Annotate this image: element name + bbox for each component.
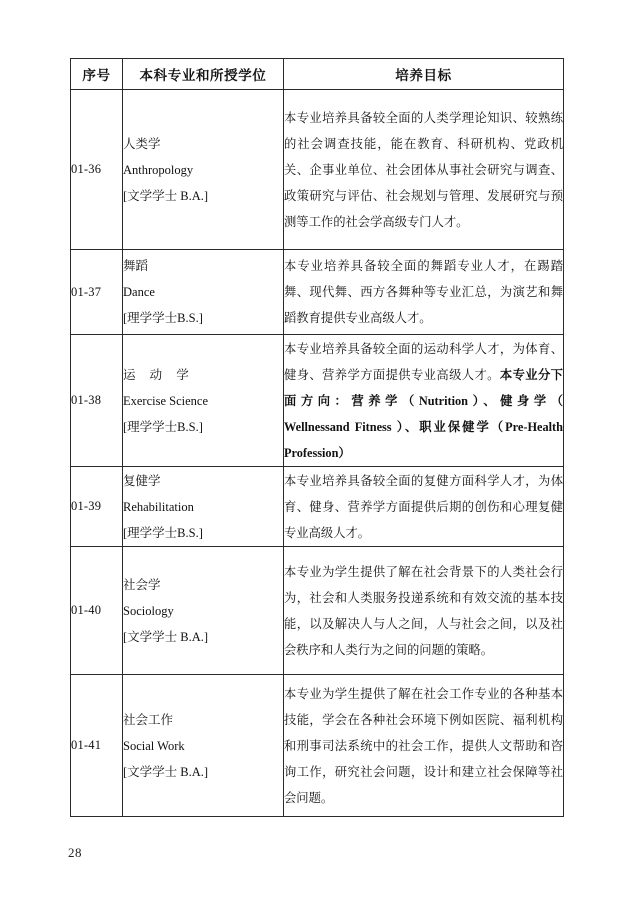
column-header-goal: 培养目标 (284, 59, 564, 90)
row-number-cell: 01-36 (71, 90, 123, 250)
major-degree: [文学学士 B.A.] (123, 629, 209, 644)
row-goal-cell (284, 90, 564, 250)
major-name-en: Anthropology (123, 162, 194, 177)
goal-text: 本专业为学生提供了解在社会背景下的人类社会行为，社会和人类服务投递系统和有效交流的基本技能，以及解决人与人之间，人与社会之间，以及社会秩序和人类行为之间的问题的策略。 (284, 564, 563, 657)
major-name-cn: 运 动 学 (123, 367, 195, 382)
row-number-cell: 01-37 (71, 250, 123, 335)
undergraduate-majors-table (70, 58, 564, 817)
major-degree: [理学学士B.S.] (123, 525, 203, 540)
table-row (71, 335, 564, 467)
row-number-cell: 01-39 (71, 467, 123, 547)
goal-text: 本专业培养具备较全面的人类学理论知识、较熟练的社会调查技能，能在教育、科研机构、党政机关、企事业单位、社会团体从事社会研究与调查、政策研究与评估、社会规划与管理、发展研究与预测等工作的社会学高级专门人才。 (284, 110, 563, 229)
major-name-en: Dance (123, 285, 155, 299)
row-goal-cell (284, 467, 564, 547)
goal-text: 本专业培养具备较全面的运动科学人才，为体育、健身、营养学方面提供专业高级人才。 (284, 341, 563, 382)
row-major-cell (123, 335, 284, 467)
goal-text: 本专业培养具备较全面的舞蹈专业人才，在踢踏舞、现代舞、西方各舞种等专业汇总，为演艺和舞蹈教育提供专业高级人才。 (284, 259, 563, 325)
major-degree: [理学学士B.S.] (123, 311, 203, 325)
row-goal-cell (284, 547, 564, 675)
major-degree: [文学学士 B.A.] (123, 764, 209, 779)
row-major-cell (123, 547, 284, 675)
major-name-cn: 社会工作 (123, 712, 174, 727)
row-number-cell: 01-40 (71, 547, 123, 675)
major-name-en: Exercise Science (123, 393, 209, 408)
major-name-cn: 社会学 (123, 577, 161, 592)
major-name-cn: 复健学 (123, 473, 161, 488)
row-major-cell (123, 250, 284, 335)
row-goal-cell (284, 250, 564, 335)
row-major-cell (123, 90, 284, 250)
page-number: 28 (68, 845, 82, 860)
major-degree: [文学学士 B.A.] (123, 188, 209, 203)
table-row (71, 467, 564, 547)
major-name-en: Social Work (123, 738, 185, 753)
row-goal-cell (284, 675, 564, 817)
row-number-cell: 01-41 (71, 675, 123, 817)
table-row (71, 250, 564, 335)
table-row (71, 547, 564, 675)
goal-text: 本专业为学生提供了解在社会工作专业的各种基本技能，学会在各种社会环境下例如医院、福利机构和刑事司法系统中的社会工作，提供人文帮助和咨询工作，研究社会问题，设计和建立社会保障等社会问题。 (284, 686, 563, 805)
goal-text: 本专业培养具备较全面的复健方面科学人才，为体育、健身、营养学方面提供后期的创伤和心理复健专业高级人才。 (284, 473, 563, 540)
table-header-row (71, 59, 564, 90)
column-header-major: 本科专业和所授学位 (123, 59, 284, 90)
major-name-en: Sociology (123, 603, 174, 618)
table-row (71, 90, 564, 250)
row-goal-cell (284, 335, 564, 467)
major-name-en: Rehabilitation (123, 499, 194, 514)
major-degree: [理学学士B.S.] (123, 419, 203, 434)
major-name-cn: 人类学 (123, 136, 161, 151)
row-major-cell (123, 675, 284, 817)
goal-text-emphasis: 本专业分下面方向：营养学（Nutrition）、健身学（ Wellnessand Fitness ）、职业保健学（Pre-Health Profession） (284, 367, 563, 460)
table-row (71, 675, 564, 817)
major-name-cn: 舞蹈 (123, 259, 149, 273)
row-major-cell (123, 467, 284, 547)
column-header-no: 序号 (71, 59, 123, 90)
row-number-cell: 01-38 (71, 335, 123, 467)
